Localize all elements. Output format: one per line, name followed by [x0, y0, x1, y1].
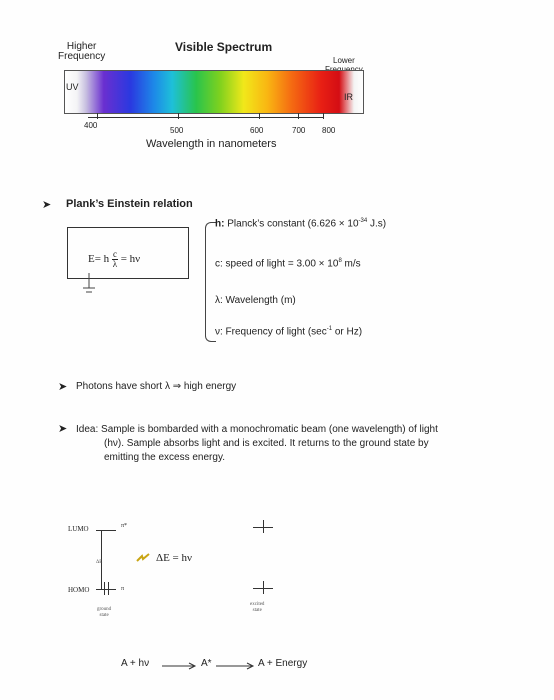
eq-numerator: c — [112, 249, 117, 259]
def-lambda: λ: Wavelength (m) — [215, 295, 296, 306]
state-word: state — [99, 613, 109, 618]
def-h — [215, 218, 386, 229]
def-h-text: Planck’s constant (6.626 × 10 — [227, 218, 359, 230]
eq-lhs: E= h — [88, 253, 110, 266]
lumo-level — [96, 530, 116, 531]
def-c-unit: m/s — [341, 258, 361, 270]
def-h-unit: J.s) — [367, 218, 387, 230]
definitions-brace — [205, 222, 216, 342]
def-h-exp: -34 — [358, 218, 368, 224]
tick-label-700: 700 — [292, 126, 306, 135]
def-nu-end: or Hz) — [332, 326, 363, 338]
reaction-arrow-icon — [216, 662, 256, 670]
bullet-arrow-icon: ➤ — [58, 381, 68, 393]
reaction-reactants: A + hν — [121, 658, 150, 669]
spectrum-title: Visible Spectrum — [175, 40, 273, 54]
tick-label-400: 400 — [84, 121, 98, 130]
tick-label-500: 500 — [170, 126, 184, 135]
lower-line1: Lower — [333, 56, 355, 65]
tick-800 — [323, 113, 324, 119]
excited-lower-electron — [263, 581, 264, 594]
idea-line3: emitting the excess energy. — [104, 452, 225, 463]
excited-upper-electron — [263, 520, 264, 533]
annotation-mark-icon — [78, 272, 100, 294]
equation — [88, 250, 140, 269]
uv-label: UV — [66, 82, 79, 92]
reaction-products: A + Energy — [258, 658, 308, 669]
excited-state-label — [250, 602, 264, 614]
lightning-icon — [136, 553, 150, 563]
energy-equation: ΔE = hν — [156, 552, 192, 564]
delta-small-label: ΔE — [96, 560, 103, 565]
def-nu — [215, 326, 362, 337]
excited-word: excited — [250, 602, 265, 607]
section-heading: Plank’s Einstein relation — [66, 198, 193, 210]
wavelength-axis — [88, 117, 324, 118]
def-nu-exp: -1 — [326, 326, 333, 332]
ground-word: ground — [97, 607, 112, 612]
higher-frequency-label — [58, 42, 105, 62]
eq-denominator: λ — [112, 259, 118, 269]
idea-bullet — [76, 423, 496, 465]
tick-700 — [298, 113, 299, 119]
higher-line2: Frequency — [58, 51, 106, 62]
tick-500 — [178, 113, 179, 119]
def-c-text: c: speed of light = 3.00 × 10 — [215, 258, 339, 270]
electron-up — [104, 582, 105, 595]
def-nu-text: ν: Frequency of light (sec — [215, 326, 327, 338]
pi-star-label: π* — [121, 523, 128, 529]
lumo-label: LUMO — [68, 525, 89, 533]
idea-line2: (hν). Sample absorbs light and is excited. It returns to the ground state by — [104, 438, 429, 449]
higher-line1: Higher — [66, 41, 97, 52]
ir-label: IR — [344, 92, 353, 102]
tick-400 — [97, 113, 98, 119]
bullet-arrow-icon: ➤ — [58, 423, 68, 435]
reaction-intermediate: A* — [201, 658, 212, 669]
tick-label-600: 600 — [250, 126, 264, 135]
tick-label-800: 800 — [322, 126, 336, 135]
axis-label: Wavelength in nanometers — [146, 138, 277, 150]
electron-down — [108, 582, 109, 595]
excited-state-word: state — [252, 608, 262, 613]
idea-line1: Idea: Sample is bombarded with a monochromatic beam (one wavelength) of light — [76, 424, 438, 435]
tick-600 — [259, 113, 260, 119]
photons-bullet: Photons have short λ ⇒ high energy — [76, 381, 237, 392]
visible-spectrum-bar — [64, 70, 364, 114]
reaction-arrow-icon — [162, 662, 198, 670]
def-c — [215, 258, 361, 269]
homo-level — [96, 589, 116, 590]
def-c-exp: 8 — [338, 258, 342, 264]
homo-label: HOMO — [68, 586, 90, 594]
eq-rhs: = hν — [120, 253, 141, 266]
bullet-arrow-icon: ➤ — [42, 199, 52, 211]
pi-label: π — [121, 586, 125, 592]
ground-state-label — [97, 607, 111, 619]
def-h-prefix: h: — [215, 218, 225, 230]
